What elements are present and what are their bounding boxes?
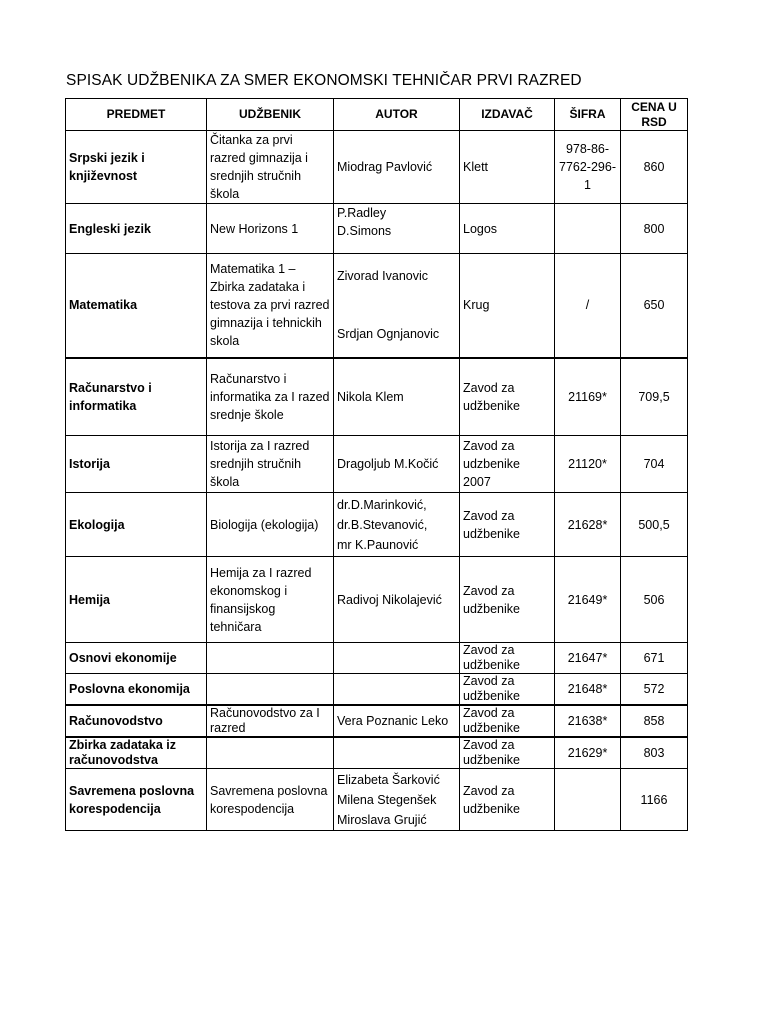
cell-sifra: 21169* (555, 358, 621, 436)
document-title: SPISAK UDŽBENIKA ZA SMER EKONOMSKI TEHNIČAR PRVI RAZRED (66, 72, 582, 89)
table-row (66, 436, 688, 493)
autor-line: Vera Poznanic Leko (337, 714, 449, 728)
header-autor: AUTOR (334, 99, 460, 131)
header-izdavac: IZDAVAČ (460, 99, 555, 131)
cell-predmet: Savremena poslovna korespodencija (66, 769, 207, 831)
cell-predmet: Računovodstvo (66, 705, 207, 737)
table-row (66, 737, 688, 769)
table-row (66, 557, 688, 643)
cell-sifra: / (555, 254, 621, 358)
cell-udzbenik: Biologija (ekologija) (207, 493, 334, 557)
table-row (66, 131, 688, 204)
cell-udzbenik: Računovodstvo za I razred (207, 705, 334, 737)
cell-predmet: Istorija (66, 436, 207, 493)
cell-predmet: Hemija (66, 557, 207, 643)
cell-autor (334, 436, 460, 493)
cell-predmet: Osnovi ekonomije (66, 643, 207, 674)
cell-udzbenik: Istorija za I razred srednjih stručnih škola (207, 436, 334, 493)
cell-autor (334, 705, 460, 737)
autor-line: Miodrag Pavlović (337, 160, 433, 174)
cell-sifra (555, 204, 621, 254)
cell-cena: 704 (621, 436, 688, 493)
table-row (66, 769, 688, 831)
cell-sifra: 21120* (555, 436, 621, 493)
cell-cena: 650 (621, 254, 688, 358)
cell-autor (334, 643, 460, 674)
cell-izdavac: Zavod za udžbenike (460, 493, 555, 557)
cell-sifra: 21629* (555, 737, 621, 769)
autor-line: D.Simons (337, 224, 392, 238)
cell-cena: 1166 (621, 769, 688, 831)
cell-cena: 500,5 (621, 493, 688, 557)
cell-udzbenik: Računarstvo i informatika za I razed srednje škole (207, 358, 334, 436)
header-sifra: ŠIFRA (555, 99, 621, 131)
cell-izdavac: Zavod za udžbenike (460, 705, 555, 737)
autor-line: Miroslava Grujić (337, 812, 427, 827)
cell-cena: 671 (621, 643, 688, 674)
cell-sifra: 978-86-7762-296-1 (555, 131, 621, 204)
header-cena (621, 99, 688, 131)
cell-autor (334, 737, 460, 769)
cell-izdavac: Logos (460, 204, 555, 254)
textbook-table (65, 98, 688, 831)
autor-line: Zivorad Ivanovic (337, 269, 429, 284)
cell-izdavac: Krug (460, 254, 555, 358)
cell-cena: 506 (621, 557, 688, 643)
autor-line: Srdjan Ognjanovic (337, 327, 440, 342)
autor-line: dr.B.Stevanović, (337, 517, 428, 532)
cell-izdavac: Klett (460, 131, 555, 204)
autor-line: Milena Stegenšek (337, 792, 437, 807)
cell-izdavac: Zavod za udžbenike (460, 358, 555, 436)
cell-predmet: Zbirka zadataka iz računovodstva (66, 737, 207, 769)
cell-cena: 803 (621, 737, 688, 769)
table-row (66, 204, 688, 254)
cell-izdavac: Zavod za udžbenike (460, 737, 555, 769)
cell-predmet: Poslovna ekonomija (66, 674, 207, 706)
table-row (66, 358, 688, 436)
cell-predmet: Matematika (66, 254, 207, 358)
cell-sifra: 21638* (555, 705, 621, 737)
cell-udzbenik: Savremena poslovna korespodencija (207, 769, 334, 831)
header-cena-line2: RSD (641, 114, 667, 129)
cell-sifra: 21628* (555, 493, 621, 557)
cell-izdavac: Zavod za udžbenike (460, 769, 555, 831)
cell-sifra: 21649* (555, 557, 621, 643)
table-row (66, 643, 688, 674)
table-row (66, 674, 688, 706)
cell-cena: 860 (621, 131, 688, 204)
autor-line: Radivoj Nikolajević (337, 592, 442, 607)
cell-udzbenik (207, 737, 334, 769)
cell-autor (334, 493, 460, 557)
cell-cena: 572 (621, 674, 688, 706)
cell-izdavac: Zavod za udžbenike (460, 643, 555, 674)
cell-autor (334, 358, 460, 436)
cell-izdavac: Zavod za udžbenike (460, 674, 555, 706)
autor-line: dr.D.Marinković, (337, 497, 427, 512)
cell-sifra: 21648* (555, 674, 621, 706)
cell-predmet: Ekologija (66, 493, 207, 557)
cell-predmet: Računarstvo i informatika (66, 358, 207, 436)
autor-line: P.Radley (337, 206, 387, 220)
cell-autor (334, 204, 460, 254)
cell-predmet: Srpski jezik i književnost (66, 131, 207, 204)
cell-izdavac: Zavod za udžbenike (460, 557, 555, 643)
cell-cena: 800 (621, 204, 688, 254)
cell-autor (334, 131, 460, 204)
header-row (66, 99, 688, 131)
cell-udzbenik: Čitanka za prvi razred gimnazija i srednjih stručnih škola (207, 131, 334, 204)
cell-sifra: 21647* (555, 643, 621, 674)
header-cena-line1: CENA U (631, 99, 677, 114)
autor-line: mr K.Paunović (337, 537, 419, 552)
cell-udzbenik (207, 643, 334, 674)
autor-line: Dragoljub M.Kočić (337, 457, 439, 471)
table-row (66, 254, 688, 358)
cell-sifra (555, 769, 621, 831)
header-udzbenik: UDŽBENIK (207, 99, 334, 131)
cell-udzbenik (207, 674, 334, 706)
cell-cena: 709,5 (621, 358, 688, 436)
cell-autor (334, 254, 460, 358)
cell-cena: 858 (621, 705, 688, 737)
autor-line: Nikola Klem (337, 389, 404, 404)
table-row (66, 493, 688, 557)
cell-udzbenik: New Horizons 1 (207, 204, 334, 254)
cell-autor (334, 674, 460, 706)
autor-line: Elizabeta Šarković (337, 772, 440, 787)
header-predmet: PREDMET (66, 99, 207, 131)
table-row (66, 705, 688, 737)
cell-izdavac: Zavod za udzbenike 2007 (460, 436, 555, 493)
cell-autor (334, 769, 460, 831)
cell-predmet: Engleski jezik (66, 204, 207, 254)
cell-autor (334, 557, 460, 643)
cell-udzbenik: Matematika 1 – Zbirka zadataka i testova za prvi razred gimnazija i tehnickih skola (207, 254, 334, 358)
cell-udzbenik: Hemija za I razred ekonomskog i finansijskog tehničara (207, 557, 334, 643)
